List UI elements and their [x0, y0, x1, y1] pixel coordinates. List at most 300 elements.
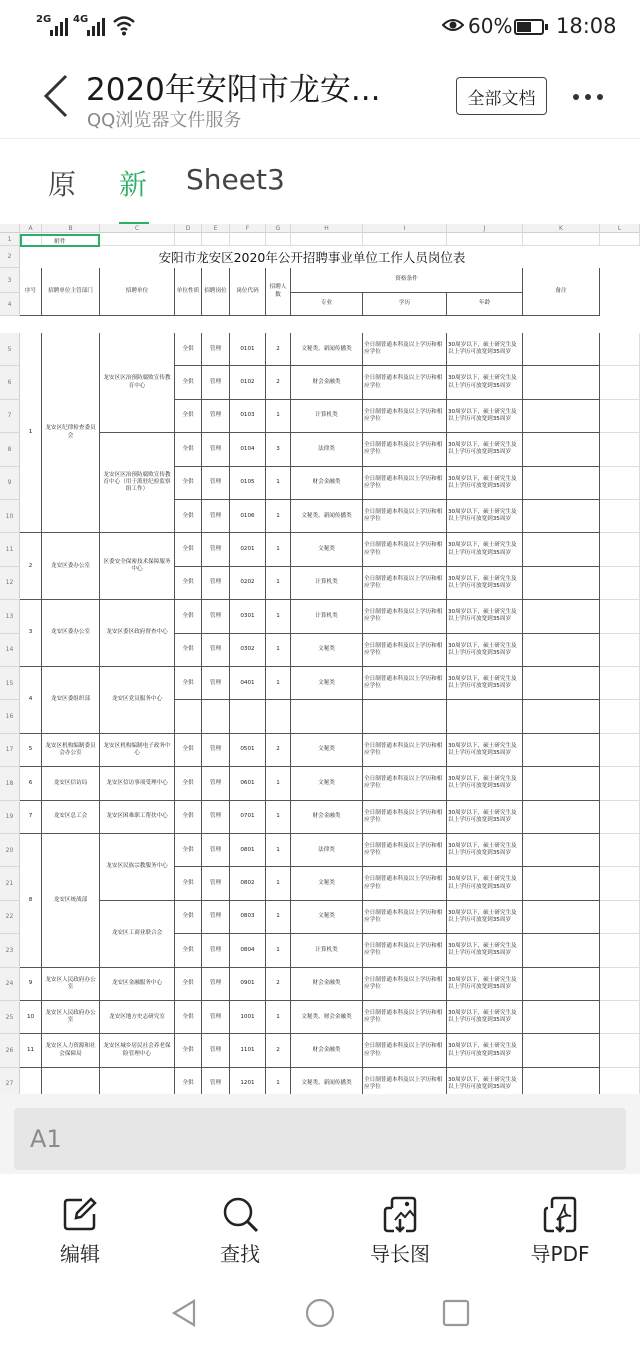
- grid-cell[interactable]: [600, 968, 640, 1001]
- cell-unit[interactable]: 龙安区地方史志研究室: [100, 1001, 175, 1034]
- grid-cell[interactable]: [600, 901, 640, 934]
- cell-remark[interactable]: [523, 867, 600, 900]
- cell-age[interactable]: 30周岁以下，硕士研究生及以上学历可放宽到35周岁: [447, 734, 523, 767]
- cell-remark[interactable]: [523, 600, 600, 633]
- cell-unit-nature[interactable]: 全供: [175, 934, 202, 967]
- cell-count[interactable]: 1: [266, 467, 291, 500]
- cell-post-nature[interactable]: 管理: [202, 634, 230, 667]
- cell-age[interactable]: 30周岁以下，硕士研究生及以上学历可放宽到35周岁: [447, 801, 523, 834]
- cell-major[interactable]: 计算机类: [291, 934, 363, 967]
- cell-post-nature[interactable]: 管理: [202, 400, 230, 433]
- cell-post-code[interactable]: 0101: [230, 333, 266, 366]
- cell-post-nature[interactable]: 管理: [202, 467, 230, 500]
- grid-cell[interactable]: [600, 500, 640, 533]
- row-header[interactable]: 25: [0, 1001, 20, 1034]
- row-header[interactable]: 10: [0, 500, 20, 533]
- cell-education[interactable]: 全日制普通本科及以上学历和相应学位: [363, 934, 447, 967]
- cell-age[interactable]: 30周岁以下，硕士研究生及以上学历可放宽到35周岁: [447, 467, 523, 500]
- cell-major[interactable]: 文秘类: [291, 901, 363, 934]
- cell-unit[interactable]: 龙安区信访事项受理中心: [100, 767, 175, 800]
- cell-dept[interactable]: 龙安区人民政府办公室: [42, 1001, 100, 1034]
- column-header[interactable]: L: [600, 224, 640, 233]
- cell-dept[interactable]: 龙安区委办公室: [42, 533, 100, 600]
- cell-post-nature[interactable]: 管理: [202, 1068, 230, 1094]
- cell-age[interactable]: 30周岁以下，硕士研究生及以上学历可放宽到35周岁: [447, 867, 523, 900]
- cell-seq[interactable]: 1: [20, 333, 42, 533]
- cell-post-code[interactable]: 0104: [230, 433, 266, 466]
- column-header[interactable]: E: [202, 224, 230, 233]
- cell-post-code[interactable]: 0801: [230, 834, 266, 867]
- cell-education[interactable]: 全日制普通本科及以上学历和相应学位: [363, 867, 447, 900]
- cell-age[interactable]: 30周岁以下，硕士研究生及以上学历可放宽到35周岁: [447, 934, 523, 967]
- cell-unit[interactable]: [100, 1068, 175, 1094]
- cell-education[interactable]: 全日制普通本科及以上学历和相应学位: [363, 634, 447, 667]
- row-header[interactable]: 12: [0, 567, 20, 600]
- cell-major[interactable]: 财会金融类: [291, 366, 363, 399]
- cell-post-nature[interactable]: 管理: [202, 767, 230, 800]
- cell-post-code[interactable]: 0201: [230, 533, 266, 566]
- cell-age[interactable]: 30周岁以下，硕士研究生及以上学历可放宽到35周岁: [447, 400, 523, 433]
- nav-back-icon[interactable]: [170, 1298, 198, 1328]
- grid-cell[interactable]: [600, 366, 640, 399]
- cell-post-code[interactable]: 0501: [230, 734, 266, 767]
- cell-seq[interactable]: 3: [20, 600, 42, 667]
- row-header[interactable]: 15: [0, 667, 20, 700]
- cell-remark[interactable]: [523, 700, 600, 733]
- selected-cell-a1[interactable]: 附件: [20, 234, 100, 247]
- cell-seq[interactable]: [20, 1068, 42, 1094]
- cell-education[interactable]: 全日制普通本科及以上学历和相应学位: [363, 366, 447, 399]
- cell-post-code[interactable]: 1101: [230, 1034, 266, 1067]
- cell-dept[interactable]: 龙安区统战部: [42, 834, 100, 968]
- cell-count[interactable]: 1: [266, 867, 291, 900]
- cell-remark[interactable]: [523, 968, 600, 1001]
- cell-seq[interactable]: 7: [20, 801, 42, 834]
- row-header[interactable]: 9: [0, 467, 20, 500]
- cell-unit-nature[interactable]: 全供: [175, 1001, 202, 1034]
- row-header[interactable]: 22: [0, 901, 20, 934]
- cell-age[interactable]: 30周岁以下，硕士研究生及以上学历可放宽到35周岁: [447, 1001, 523, 1034]
- cell-remark[interactable]: [523, 767, 600, 800]
- column-header[interactable]: H: [291, 224, 363, 233]
- grid-cell[interactable]: [266, 233, 291, 246]
- cell-count[interactable]: 1: [266, 634, 291, 667]
- cell-count[interactable]: 2: [266, 734, 291, 767]
- cell-remark[interactable]: [523, 934, 600, 967]
- cell-unit-nature[interactable]: 全供: [175, 400, 202, 433]
- grid-cell[interactable]: [600, 400, 640, 433]
- cell-post-code[interactable]: 1001: [230, 1001, 266, 1034]
- cell-remark[interactable]: [523, 333, 600, 366]
- grid-cell[interactable]: [175, 233, 202, 246]
- cell-major[interactable]: 法律类: [291, 433, 363, 466]
- cell-education[interactable]: 全日制普通本科及以上学历和相应学位: [363, 433, 447, 466]
- cell-count[interactable]: 1: [266, 533, 291, 566]
- cell-education[interactable]: 全日制普通本科及以上学历和相应学位: [363, 1068, 447, 1094]
- cell-unit[interactable]: 龙安区党员服务中心: [100, 667, 175, 734]
- cell-post-code[interactable]: 0302: [230, 634, 266, 667]
- cell-major[interactable]: 文秘类: [291, 867, 363, 900]
- cell-age[interactable]: 30周岁以下，硕士研究生及以上学历可放宽到35周岁: [447, 433, 523, 466]
- cell-dept[interactable]: 龙安区总工会: [42, 801, 100, 834]
- cell-post-code[interactable]: 0401: [230, 667, 266, 700]
- cell-post-code[interactable]: 0202: [230, 567, 266, 600]
- cell-education[interactable]: 全日制普通本科及以上学历和相应学位: [363, 901, 447, 934]
- cell-seq[interactable]: 6: [20, 767, 42, 800]
- cell-age[interactable]: 30周岁以下，硕士研究生及以上学历可放宽到35周岁: [447, 500, 523, 533]
- grid-cell[interactable]: [600, 767, 640, 800]
- grid-cell[interactable]: [600, 834, 640, 867]
- nav-home-icon[interactable]: [305, 1298, 335, 1328]
- cell-major[interactable]: 文秘类: [291, 667, 363, 700]
- cell-unit-nature[interactable]: 全供: [175, 1034, 202, 1067]
- cell-unit[interactable]: 龙安区金融服务中心: [100, 968, 175, 1001]
- grid-cell[interactable]: [600, 1001, 640, 1034]
- row-header[interactable]: 5: [0, 333, 20, 366]
- cell-remark[interactable]: [523, 1034, 600, 1067]
- column-header[interactable]: F: [230, 224, 266, 233]
- row-header[interactable]: 11: [0, 533, 20, 566]
- cell-unit-nature[interactable]: 全供: [175, 901, 202, 934]
- row-header[interactable]: 27: [0, 1068, 20, 1094]
- row-header[interactable]: 8: [0, 433, 20, 466]
- cell-unit-nature[interactable]: 全供: [175, 834, 202, 867]
- cell-education[interactable]: 全日制普通本科及以上学历和相应学位: [363, 667, 447, 700]
- cell-count[interactable]: 1: [266, 801, 291, 834]
- cell-count[interactable]: 1: [266, 400, 291, 433]
- cell-age[interactable]: 30周岁以下，硕士研究生及以上学历可放宽到35周岁: [447, 968, 523, 1001]
- grid-cell[interactable]: [523, 233, 600, 246]
- cell-major[interactable]: [291, 700, 363, 733]
- cell-education[interactable]: 全日制普通本科及以上学历和相应学位: [363, 567, 447, 600]
- cell-age[interactable]: 30周岁以下，硕士研究生及以上学历可放宽到35周岁: [447, 333, 523, 366]
- row-header[interactable]: 20: [0, 834, 20, 867]
- export-long-image-button[interactable]: [345, 1194, 455, 1267]
- cell-education[interactable]: 全日制普通本科及以上学历和相应学位: [363, 467, 447, 500]
- cell-major[interactable]: 文秘类: [291, 734, 363, 767]
- cell-remark[interactable]: [523, 834, 600, 867]
- cell-count[interactable]: 1: [266, 1068, 291, 1094]
- cell-seq[interactable]: 9: [20, 968, 42, 1001]
- cell-seq[interactable]: 5: [20, 734, 42, 767]
- grid-cell[interactable]: [600, 700, 640, 733]
- column-header[interactable]: D: [175, 224, 202, 233]
- tab-sheet3[interactable]: Sheet3: [186, 163, 285, 196]
- cell-post-code[interactable]: 0106: [230, 500, 266, 533]
- cell-post-code[interactable]: 0102: [230, 366, 266, 399]
- tab-xin[interactable]: 新: [119, 168, 148, 201]
- grid-cell[interactable]: [100, 233, 175, 246]
- find-button[interactable]: [185, 1194, 295, 1267]
- cell-post-nature[interactable]: 管理: [202, 567, 230, 600]
- grid-cell[interactable]: [230, 233, 266, 246]
- cell-post-code[interactable]: 0103: [230, 400, 266, 433]
- cell-age[interactable]: 30周岁以下，硕士研究生及以上学历可放宽到35周岁: [447, 901, 523, 934]
- row-header[interactable]: 17: [0, 734, 20, 767]
- grid-cell[interactable]: [202, 233, 230, 246]
- back-arrow-icon[interactable]: [40, 74, 80, 118]
- grid-cell[interactable]: [363, 233, 447, 246]
- row-header[interactable]: 16: [0, 700, 20, 733]
- grid-cell[interactable]: [447, 233, 523, 246]
- cell-major[interactable]: 计算机类: [291, 400, 363, 433]
- cell-major[interactable]: 文秘类: [291, 767, 363, 800]
- cell-education[interactable]: 全日制普通本科及以上学历和相应学位: [363, 834, 447, 867]
- row-header[interactable]: 23: [0, 934, 20, 967]
- row-header[interactable]: 6: [0, 366, 20, 399]
- row-header[interactable]: 2: [0, 246, 20, 268]
- grid-cell[interactable]: [600, 1068, 640, 1094]
- spreadsheet-view[interactable]: [0, 224, 640, 1094]
- cell-major[interactable]: 计算机类: [291, 567, 363, 600]
- cell-post-code[interactable]: 0802: [230, 867, 266, 900]
- cell-count[interactable]: 1: [266, 567, 291, 600]
- cell-unit[interactable]: 龙安区区治预防腐败宣传教育中心: [100, 333, 175, 433]
- nav-recents-icon[interactable]: [442, 1298, 470, 1328]
- cell-unit-nature[interactable]: 全供: [175, 333, 202, 366]
- cell-unit[interactable]: 龙安区民族宗教服务中心: [100, 834, 175, 901]
- cell-seq[interactable]: 2: [20, 533, 42, 600]
- cell-unit-nature[interactable]: 全供: [175, 600, 202, 633]
- column-header[interactable]: A: [20, 224, 42, 233]
- cell-major[interactable]: 法律类: [291, 834, 363, 867]
- cell-post-code[interactable]: 0804: [230, 934, 266, 967]
- cell-unit[interactable]: 龙安区工商业联合会: [100, 901, 175, 968]
- row-header[interactable]: 14: [0, 634, 20, 667]
- cell-remark[interactable]: [523, 801, 600, 834]
- cell-unit-nature[interactable]: 全供: [175, 801, 202, 834]
- edit-button[interactable]: [25, 1194, 135, 1267]
- cell-reference-field[interactable]: A1: [14, 1108, 626, 1170]
- cell-dept[interactable]: 龙安区信访局: [42, 767, 100, 800]
- cell-age[interactable]: 30周岁以下，硕士研究生及以上学历可放宽到35周岁: [447, 1034, 523, 1067]
- cell-education[interactable]: 全日制普通本科及以上学历和相应学位: [363, 767, 447, 800]
- cell-age[interactable]: 30周岁以下，硕士研究生及以上学历可放宽到35周岁: [447, 634, 523, 667]
- cell-post-nature[interactable]: 管理: [202, 433, 230, 466]
- cell-post-nature[interactable]: 管理: [202, 801, 230, 834]
- cell-remark[interactable]: [523, 734, 600, 767]
- cell-count[interactable]: 1: [266, 767, 291, 800]
- cell-age[interactable]: 30周岁以下，硕士研究生及以上学历可放宽到35周岁: [447, 667, 523, 700]
- cell-post-nature[interactable]: 管理: [202, 901, 230, 934]
- cell-unit[interactable]: 龙安区委区政府督查中心: [100, 600, 175, 667]
- grid-cell[interactable]: [600, 533, 640, 566]
- cell-unit-nature[interactable]: 全供: [175, 667, 202, 700]
- grid-cell[interactable]: [600, 333, 640, 366]
- row-header[interactable]: 18: [0, 767, 20, 800]
- cell-age[interactable]: 30周岁以下，硕士研究生及以上学历可放宽到35周岁: [447, 834, 523, 867]
- cell-major[interactable]: 财会金融类: [291, 1034, 363, 1067]
- cell-count[interactable]: 2: [266, 366, 291, 399]
- cell-unit-nature[interactable]: 全供: [175, 867, 202, 900]
- cell-unit[interactable]: 龙安区机构编制电子政务中心: [100, 734, 175, 767]
- cell-major[interactable]: 财会金融类: [291, 801, 363, 834]
- cell-unit-nature[interactable]: 全供: [175, 1068, 202, 1094]
- cell-education[interactable]: 全日制普通本科及以上学历和相应学位: [363, 1034, 447, 1067]
- grid-cell[interactable]: [600, 1034, 640, 1067]
- cell-remark[interactable]: [523, 467, 600, 500]
- row-header[interactable]: 26: [0, 1034, 20, 1067]
- cell-unit-nature[interactable]: 全供: [175, 533, 202, 566]
- grid-cell[interactable]: [600, 433, 640, 466]
- cell-remark[interactable]: [523, 1001, 600, 1034]
- row-header[interactable]: 21: [0, 867, 20, 900]
- grid-cell[interactable]: [600, 600, 640, 633]
- cell-major[interactable]: 文秘类: [291, 634, 363, 667]
- cell-unit-nature[interactable]: 全供: [175, 634, 202, 667]
- cell-count[interactable]: 1: [266, 500, 291, 533]
- cell-dept[interactable]: 龙安区人民政府办公室: [42, 968, 100, 1001]
- cell-education[interactable]: 全日制普通本科及以上学历和相应学位: [363, 968, 447, 1001]
- cell-post-nature[interactable]: 管理: [202, 600, 230, 633]
- cell-unit[interactable]: 区委安全保密技术保障服务中心: [100, 533, 175, 600]
- column-header[interactable]: G: [266, 224, 291, 233]
- cell-dept[interactable]: 龙安区机构编制委员会办公室: [42, 734, 100, 767]
- cell-age[interactable]: 30周岁以下，硕士研究生及以上学历可放宽到35周岁: [447, 767, 523, 800]
- grid-cell[interactable]: [600, 233, 640, 246]
- cell-remark[interactable]: [523, 667, 600, 700]
- cell-dept[interactable]: 龙安区纪律检查委员会: [42, 333, 100, 533]
- cell-post-code[interactable]: 0701: [230, 801, 266, 834]
- cell-post-nature[interactable]: 管理: [202, 533, 230, 566]
- cell-dept[interactable]: 龙安区委办公室: [42, 600, 100, 667]
- cell-remark[interactable]: [523, 366, 600, 399]
- cell-count[interactable]: [266, 700, 291, 733]
- row-header[interactable]: 19: [0, 801, 20, 834]
- cell-count[interactable]: 2: [266, 968, 291, 1001]
- grid-cell[interactable]: [600, 867, 640, 900]
- grid-cell[interactable]: [600, 567, 640, 600]
- all-documents-button[interactable]: 全部文档: [456, 77, 547, 115]
- grid-cell[interactable]: [291, 233, 363, 246]
- cell-education[interactable]: [363, 700, 447, 733]
- cell-age[interactable]: 30周岁以下，硕士研究生及以上学历可放宽到35周岁: [447, 600, 523, 633]
- cell-post-code[interactable]: 0105: [230, 467, 266, 500]
- cell-post-nature[interactable]: 管理: [202, 734, 230, 767]
- cell-remark[interactable]: [523, 1068, 600, 1094]
- cell-major[interactable]: 文秘类、新闻传播类: [291, 333, 363, 366]
- cell-count[interactable]: 2: [266, 333, 291, 366]
- column-header[interactable]: K: [523, 224, 600, 233]
- row-header[interactable]: 3: [0, 268, 20, 293]
- cell-dept[interactable]: [42, 1068, 100, 1094]
- cell-count[interactable]: 3: [266, 433, 291, 466]
- cell-major[interactable]: 文秘类: [291, 533, 363, 566]
- cell-remark[interactable]: [523, 500, 600, 533]
- cell-education[interactable]: 全日制普通本科及以上学历和相应学位: [363, 801, 447, 834]
- row-header[interactable]: 4: [0, 293, 20, 316]
- cell-post-code[interactable]: 0601: [230, 767, 266, 800]
- cell-count[interactable]: 1: [266, 667, 291, 700]
- cell-post-nature[interactable]: 管理: [202, 1001, 230, 1034]
- cell-major[interactable]: 财会金融类: [291, 467, 363, 500]
- cell-age[interactable]: 30周岁以下，硕士研究生及以上学历可放宽到35周岁: [447, 567, 523, 600]
- cell-post-code[interactable]: [230, 700, 266, 733]
- cell-count[interactable]: 1: [266, 901, 291, 934]
- grid-cell[interactable]: [600, 934, 640, 967]
- cell-remark[interactable]: [523, 433, 600, 466]
- cell-remark[interactable]: [523, 901, 600, 934]
- cell-unit-nature[interactable]: 全供: [175, 734, 202, 767]
- cell-post-nature[interactable]: [202, 700, 230, 733]
- cell-major[interactable]: 文秘类、财会金融类: [291, 1001, 363, 1034]
- cell-remark[interactable]: [523, 400, 600, 433]
- export-pdf-button[interactable]: [505, 1194, 615, 1267]
- cell-post-nature[interactable]: 管理: [202, 366, 230, 399]
- cell-unit-nature[interactable]: 全供: [175, 467, 202, 500]
- cell-unit-nature[interactable]: 全供: [175, 366, 202, 399]
- cell-unit-nature[interactable]: 全供: [175, 767, 202, 800]
- cell-education[interactable]: 全日制普通本科及以上学历和相应学位: [363, 1001, 447, 1034]
- cell-post-nature[interactable]: 管理: [202, 667, 230, 700]
- cell-unit-nature[interactable]: 全供: [175, 433, 202, 466]
- row-header[interactable]: 7: [0, 400, 20, 433]
- cell-count[interactable]: 2: [266, 1034, 291, 1067]
- cell-education[interactable]: 全日制普通本科及以上学历和相应学位: [363, 533, 447, 566]
- cell-post-nature[interactable]: 管理: [202, 934, 230, 967]
- cell-count[interactable]: 1: [266, 934, 291, 967]
- cell-major[interactable]: 文秘类、新闻传播类: [291, 500, 363, 533]
- cell-major[interactable]: 财会金融类: [291, 968, 363, 1001]
- cell-dept[interactable]: 龙安区委组织部: [42, 667, 100, 734]
- cell-remark[interactable]: [523, 634, 600, 667]
- cell-education[interactable]: 全日制普通本科及以上学历和相应学位: [363, 400, 447, 433]
- grid-cell[interactable]: [600, 801, 640, 834]
- cell-count[interactable]: 1: [266, 600, 291, 633]
- cell-major[interactable]: 文秘类、新闻传播类: [291, 1068, 363, 1094]
- cell-count[interactable]: 1: [266, 1001, 291, 1034]
- cell-unit-nature[interactable]: 全供: [175, 968, 202, 1001]
- cell-post-nature[interactable]: 管理: [202, 1034, 230, 1067]
- column-header[interactable]: J: [447, 224, 523, 233]
- tab-yuan[interactable]: 原: [48, 168, 77, 201]
- cell-major[interactable]: 计算机类: [291, 600, 363, 633]
- cell-education[interactable]: 全日制普通本科及以上学历和相应学位: [363, 600, 447, 633]
- cell-post-code[interactable]: 1201: [230, 1068, 266, 1094]
- cell-age[interactable]: [447, 700, 523, 733]
- cell-age[interactable]: 30周岁以下，硕士研究生及以上学历可放宽到35周岁: [447, 366, 523, 399]
- cell-post-nature[interactable]: 管理: [202, 867, 230, 900]
- cell-post-nature[interactable]: 管理: [202, 968, 230, 1001]
- cell-post-nature[interactable]: 管理: [202, 333, 230, 366]
- select-all-corner[interactable]: [0, 224, 20, 233]
- row-header[interactable]: 13: [0, 600, 20, 633]
- cell-post-nature[interactable]: 管理: [202, 834, 230, 867]
- cell-post-code[interactable]: 0901: [230, 968, 266, 1001]
- cell-dept[interactable]: 龙安区人力资源和社会保障局: [42, 1034, 100, 1067]
- cell-education[interactable]: 全日制普通本科及以上学历和相应学位: [363, 500, 447, 533]
- cell-unit[interactable]: 龙安区区治预防腐败宣传教育中心（用于派驻纪检监察组工作）: [100, 433, 175, 533]
- grid-cell[interactable]: [600, 734, 640, 767]
- cell-seq[interactable]: 8: [20, 834, 42, 968]
- cell-age[interactable]: 30周岁以下，硕士研究生及以上学历可放宽到35周岁: [447, 1068, 523, 1094]
- cell-post-code[interactable]: 0803: [230, 901, 266, 934]
- cell-seq[interactable]: 10: [20, 1001, 42, 1034]
- cell-unit-nature[interactable]: 全供: [175, 567, 202, 600]
- row-header[interactable]: 24: [0, 968, 20, 1001]
- cell-count[interactable]: 1: [266, 834, 291, 867]
- cell-education[interactable]: 全日制普通本科及以上学历和相应学位: [363, 333, 447, 366]
- cell-unit[interactable]: 龙安区城乡居民社会养老保险管理中心: [100, 1034, 175, 1067]
- cell-post-nature[interactable]: 管理: [202, 500, 230, 533]
- column-header[interactable]: C: [100, 224, 175, 233]
- more-options-icon[interactable]: [568, 82, 608, 112]
- grid-cell[interactable]: [600, 667, 640, 700]
- row-header[interactable]: 1: [0, 233, 20, 246]
- cell-unit[interactable]: 龙安区困难职工帮扶中心: [100, 801, 175, 834]
- cell-unit-nature[interactable]: 全供: [175, 500, 202, 533]
- column-header[interactable]: I: [363, 224, 447, 233]
